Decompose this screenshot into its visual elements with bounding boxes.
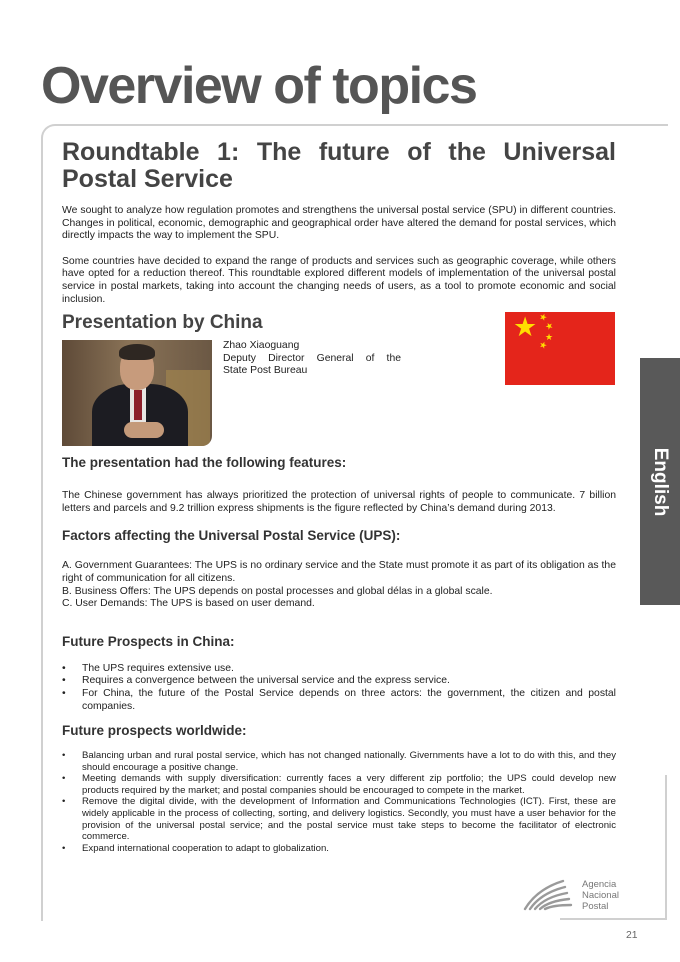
features-heading: The presentation had the following features: <box>62 455 347 471</box>
language-tab <box>640 358 680 605</box>
logo-text <box>582 879 619 912</box>
list-item: • For China, the future of the Postal Service depends on three actors: the government, the citizen and postal companies. <box>62 688 616 713</box>
intro-paragraph-1: We sought to analyze how regulation promotes and strengthens the universal postal service (SPU) in different countries. Changes in political, economic, demographic and geographical order have altered the demand for postal services, which directly impacts the way to implement the SPU. <box>62 205 616 242</box>
speaker-info <box>223 340 401 378</box>
list-item: • Expand international cooperation to adapt to globalization. <box>62 843 616 855</box>
presentation-block <box>62 312 616 454</box>
frame-right-edge <box>665 775 667 919</box>
factor-item: B. Business Offers: The UPS depends on postal processes and global délas in a global scale. <box>62 585 493 597</box>
factors-heading: Factors affecting the Universal Postal Service (UPS): <box>62 528 401 544</box>
speaker-photo <box>62 340 212 446</box>
language-tab-label: English <box>650 447 671 516</box>
future-china-list <box>62 663 616 713</box>
roundtable-title: Roundtable 1: The future of the Universal Postal Service <box>62 138 616 193</box>
features-text: The Chinese government has always prioritized the protection of universal rights of people to communicate. 7 billion letters and parcels and 9.2 trillion express shipments is the figure reflected by China’s demand during 2013. <box>62 490 616 514</box>
intro-paragraph-2: Some countries have decided to expand the range of products and services such as geographic coverage, while others have opted for a reduction thereof. This roundtable explored different models of implementation of the universal postal service in postal markets, taking into account the changing needs of users, as a tool to promote economic and social inclusion. <box>62 255 616 305</box>
frame-bottom-edge <box>560 918 667 920</box>
main-content <box>62 139 616 854</box>
logo-text-line-2: Nacional <box>582 890 619 901</box>
future-world-list <box>62 750 616 854</box>
future-world-heading: Future prospects worldwide: <box>62 723 247 739</box>
presentation-title: Presentation by China <box>62 312 263 334</box>
speaker-role-line-2: State Post Bureau <box>223 365 308 377</box>
future-china-heading: Future Prospects in China: <box>62 633 235 649</box>
list-item: • Balancing urban and rural postal service, which has not changed nationally. Givernments have a lot to do with this, and they should encourage a positive change. <box>62 750 616 773</box>
factor-item: A. Government Guarantees: The UPS is no ordinary service and the State must promote it as part of its obligation as the right of communication for all citizens. <box>62 560 616 584</box>
list-item: • The UPS requires extensive use. <box>62 663 616 676</box>
flag-small-star-3: ★ <box>545 332 554 343</box>
factor-item: C. User Demands: The UPS is based on user demand. <box>62 598 315 610</box>
list-item: • Meeting demands with supply diversification: currently faces a very different zip portfolio; the UPS could develop new products required by the market; and postal companies should be encouraged to compete in the market. <box>62 773 616 796</box>
list-item: • Remove the digital divide, with the development of Information and Communications Technologies (ICT). First, these are widely applicable in the process of collecting, sorting, and delivery logistics. Secondly, you must have a user behavior for the provision of the universal postal service; and the postal service must take steps to become the facilitator of electronic commerce. <box>62 796 616 842</box>
flag-small-star-4: ★ <box>537 339 549 352</box>
china-flag-icon <box>505 312 615 385</box>
logo-text-line-3: Postal <box>582 901 609 912</box>
flag-small-star-1: ★ <box>537 311 549 324</box>
page-title: Overview of topics <box>41 57 477 115</box>
page-number: 21 <box>626 930 638 941</box>
speaker-name: Zhao Xiaoguang <box>223 340 300 352</box>
logo-text-line-1: Agencia <box>582 879 617 890</box>
flag-large-star: ★ <box>513 312 538 343</box>
speaker-role-line-1: Deputy Director General of the <box>223 352 401 364</box>
list-item: • Requires a convergence between the universal service and the express service. <box>62 675 616 688</box>
flag-small-star-2: ★ <box>543 319 556 333</box>
factors-list <box>62 560 616 610</box>
